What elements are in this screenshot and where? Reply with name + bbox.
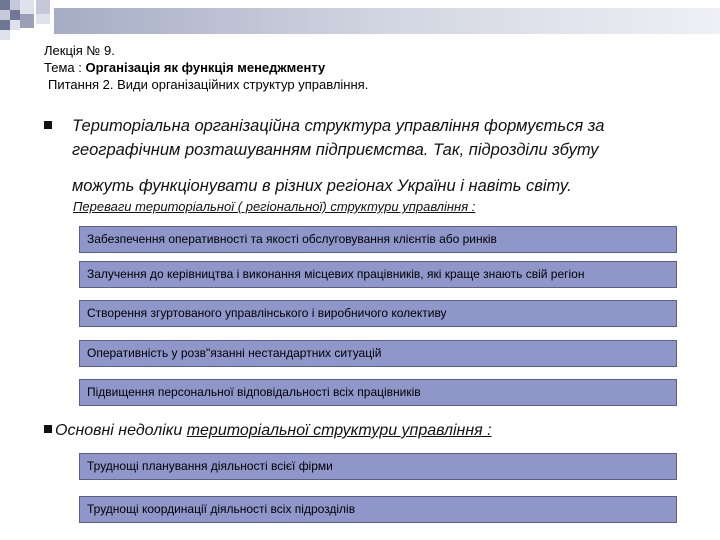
topic-label: Тема : <box>44 60 86 75</box>
topic-value: Організація як функція менеджменту <box>85 60 326 75</box>
main-text-line-1: Територіальна організаційна структура управління формується за <box>72 117 605 135</box>
checker-squares <box>0 0 50 40</box>
advantage-text: Забезпечення оперативності та якості обслуговування клієнтів або ринків <box>87 232 497 246</box>
drawback-box <box>79 453 677 480</box>
topic-line <box>44 59 368 76</box>
advantages-heading: Переваги територіальної ( регіональної) структури управління : <box>73 199 476 214</box>
advantage-text: Оперативність у розв"язанні нестандартних ситуацій <box>87 346 382 360</box>
main-text-line-3: можуть функціонувати в різних регіонах України і навіть світу. <box>72 177 572 195</box>
drawback-box <box>79 496 677 523</box>
advantage-box <box>79 379 677 406</box>
advantage-box <box>79 226 677 253</box>
question-line: Питання 2. Види організаційних структур управління. <box>48 77 369 92</box>
advantage-box <box>79 340 677 367</box>
drawback-text: Труднощі координації діяльності всіх підрозділів <box>87 502 356 516</box>
advantage-text: Створення згуртованого управлінського і виробничого колективу <box>87 306 447 320</box>
lecture-number: Лекція № 9. <box>44 43 115 58</box>
main-text-line-2: географічним розташуванням підприємства. Так, підрозділи збуту <box>72 141 599 159</box>
bullet-square-icon <box>44 121 52 129</box>
slide-header <box>44 42 368 93</box>
header-gradient-bar <box>54 8 720 34</box>
drawbacks-heading-underlined: територіальної структури управління : <box>186 422 492 439</box>
advantage-text: Залучення до керівництва і виконання місцевих працівників, які краще знають свій регіон <box>87 267 585 281</box>
bullet-square-icon <box>44 425 52 433</box>
drawbacks-heading <box>44 422 492 440</box>
advantage-box <box>79 300 677 327</box>
advantage-box <box>79 261 677 288</box>
drawback-text: Труднощі планування діяльності всієї фірми <box>87 459 333 473</box>
drawbacks-heading-prefix: Основні недоліки <box>55 422 187 439</box>
advantage-text: Підвищення персональної відповідальності всіх працівників <box>87 385 421 399</box>
